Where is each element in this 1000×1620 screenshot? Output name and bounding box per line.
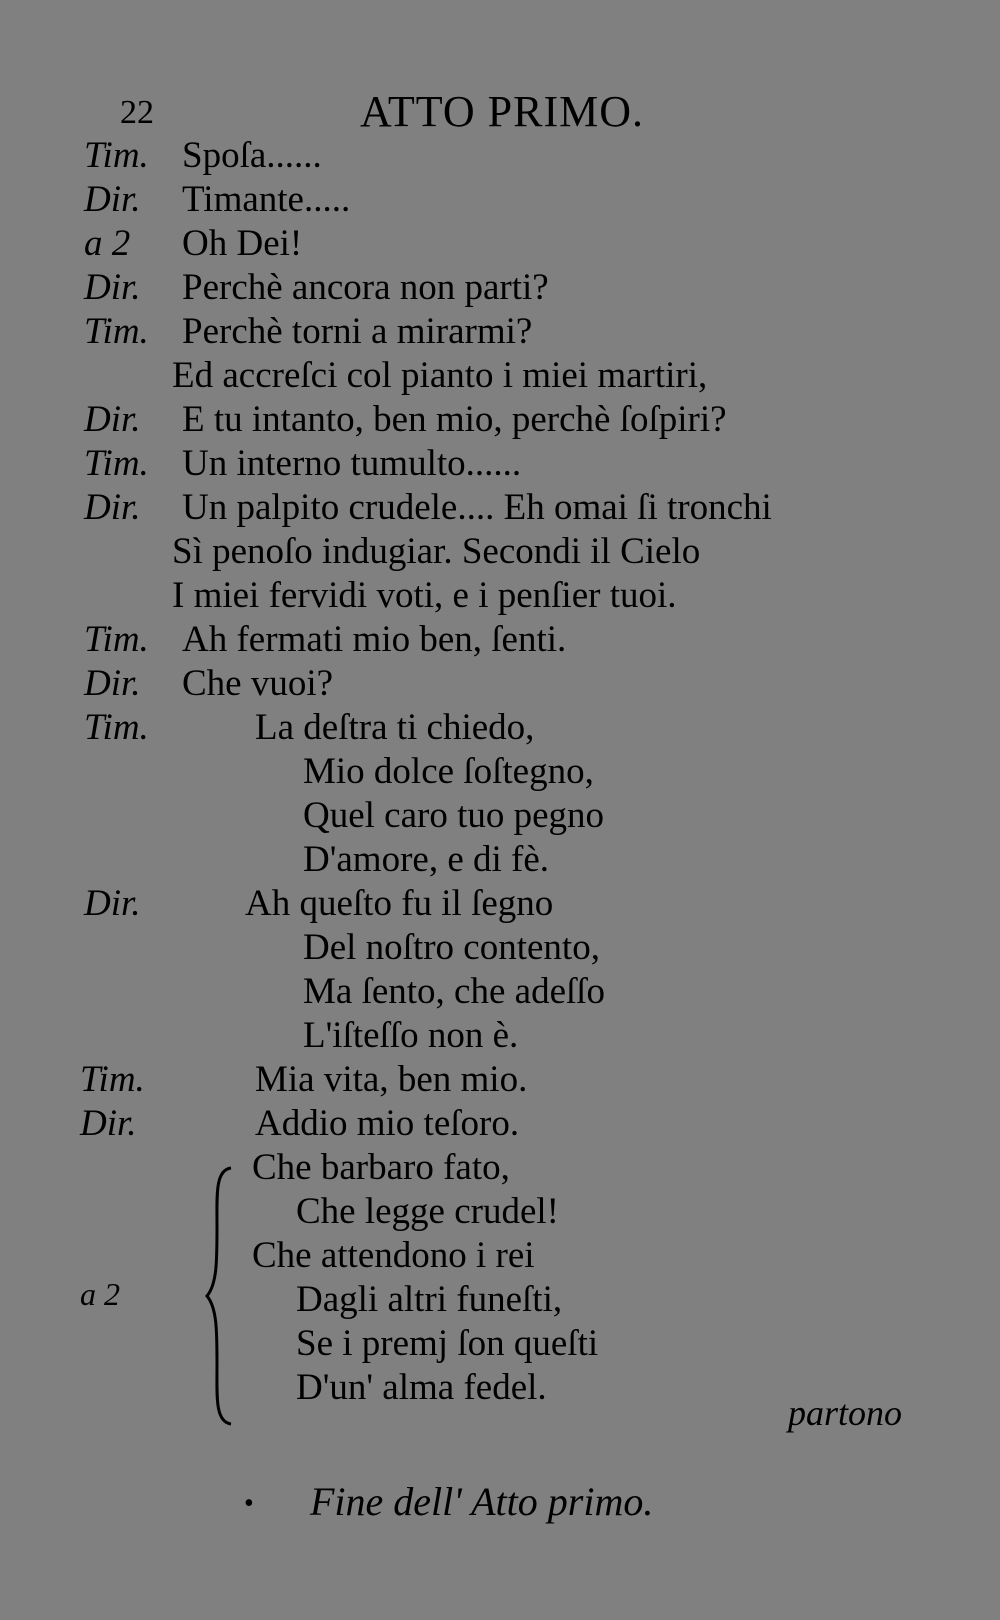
- line-text: Ah queſto fu il ſegno: [245, 883, 554, 924]
- line-text: Spoſa......: [182, 135, 322, 176]
- line-text: Addio mio teſoro.: [255, 1103, 520, 1144]
- speaker-label: Dir.: [84, 399, 141, 440]
- line-text: Mio dolce ſoſtegno,: [303, 751, 594, 792]
- speaker-label: Dir.: [84, 179, 141, 220]
- dialogue-line: [0, 178, 1000, 222]
- line-text: La deſtra ti chiedo,: [255, 707, 535, 748]
- line-text: Ah fermati mio ben, ſenti.: [182, 619, 567, 660]
- line-text: Sì penoſo indugiar. Secondi il Cielo: [172, 531, 701, 572]
- line-text: L'iſteſſo non è.: [303, 1015, 519, 1056]
- act-end-caption: Fine dell' Atto primo.: [310, 1479, 654, 1524]
- dialogue-line: [0, 354, 1000, 398]
- speaker-label: Dir.: [84, 883, 141, 924]
- line-text: Perchè torni a mirarmi?: [182, 311, 533, 352]
- speaker-label: Dir.: [84, 487, 141, 528]
- dialogue-line: [0, 618, 1000, 662]
- line-text: Timante.....: [182, 179, 351, 220]
- line-text: Quel caro tuo pegno: [303, 795, 605, 836]
- line-text: Che vuoi?: [182, 663, 334, 704]
- duet-line: [0, 1278, 1000, 1322]
- line-text: Del noſtro contento,: [303, 927, 600, 968]
- aria-line: [0, 970, 1000, 1014]
- aria-line: [0, 750, 1000, 794]
- dialogue-line: [0, 662, 1000, 706]
- speaker-label: Tim.: [84, 311, 149, 352]
- dialogue-line: [0, 310, 1000, 354]
- line-text: D'un' alma fedel.: [296, 1367, 547, 1408]
- line-text: D'amore, e di fè.: [303, 839, 550, 880]
- dialogue-line: [0, 398, 1000, 442]
- aria-line: [0, 1058, 1000, 1102]
- speaker-label: Dir.: [84, 267, 141, 308]
- line-text: Perchè ancora non parti?: [182, 267, 549, 308]
- speaker-label: Dir.: [80, 1103, 137, 1144]
- line-text: Dagli altri funeſti,: [296, 1279, 563, 1320]
- speaker-label: Tim.: [84, 135, 149, 176]
- dialogue-line: [0, 266, 1000, 310]
- page-header: [0, 80, 1000, 140]
- line-text: Un interno tumulto......: [182, 443, 522, 484]
- line-text: Che barbaro fato,: [252, 1147, 510, 1188]
- line-text: Ed accreſci col pianto i miei martiri,: [172, 355, 708, 396]
- aria-line: [0, 1014, 1000, 1058]
- aria-line: [0, 882, 1000, 926]
- line-text: Che attendono i rei: [252, 1235, 535, 1276]
- duet-line: [0, 1234, 1000, 1278]
- line-text: Ma ſento, che adeſſo: [303, 971, 606, 1012]
- aria-line: [0, 926, 1000, 970]
- speaker-label: Dir.: [84, 663, 141, 704]
- line-text: Oh Dei!: [182, 223, 303, 264]
- dialogue-line: [0, 574, 1000, 618]
- speaker-label: a 2: [84, 223, 131, 264]
- speaker-label: Tim.: [84, 619, 149, 660]
- duet-speaker-label: a 2: [80, 1276, 120, 1312]
- stage-direction: partono: [788, 1393, 903, 1433]
- dialogue-line: [0, 530, 1000, 574]
- line-text: Se i premj ſon queſti: [296, 1323, 599, 1364]
- aria-line: [0, 1102, 1000, 1146]
- duet-line: [0, 1146, 1000, 1190]
- dialogue-line: [0, 222, 1000, 266]
- speaker-label: Tim.: [84, 443, 149, 484]
- running-title: ATTO PRIMO.: [360, 87, 645, 136]
- duet-line: [0, 1190, 1000, 1234]
- aria-line: [0, 706, 1000, 750]
- line-text: Un palpito crudele.... Eh omai ſi tronchi: [182, 487, 772, 528]
- line-text: Mia vita, ben mio.: [255, 1059, 528, 1100]
- speaker-label: Tim.: [84, 707, 149, 748]
- duet-line: [0, 1322, 1000, 1366]
- speaker-label: Tim.: [80, 1059, 145, 1100]
- aria-line: [0, 838, 1000, 882]
- line-text: Che legge crudel!: [296, 1191, 559, 1232]
- line-text: I miei fervidi voti, e i penſier tuoi.: [172, 575, 677, 616]
- bullet-icon: •: [244, 1488, 254, 1519]
- dialogue-line: [0, 134, 1000, 178]
- line-text: E tu intanto, ben mio, perchè ſoſpiri?: [182, 399, 727, 440]
- dialogue-line: [0, 442, 1000, 486]
- page-number: 22: [120, 94, 154, 131]
- dialogue-line: [0, 486, 1000, 530]
- aria-line: [0, 794, 1000, 838]
